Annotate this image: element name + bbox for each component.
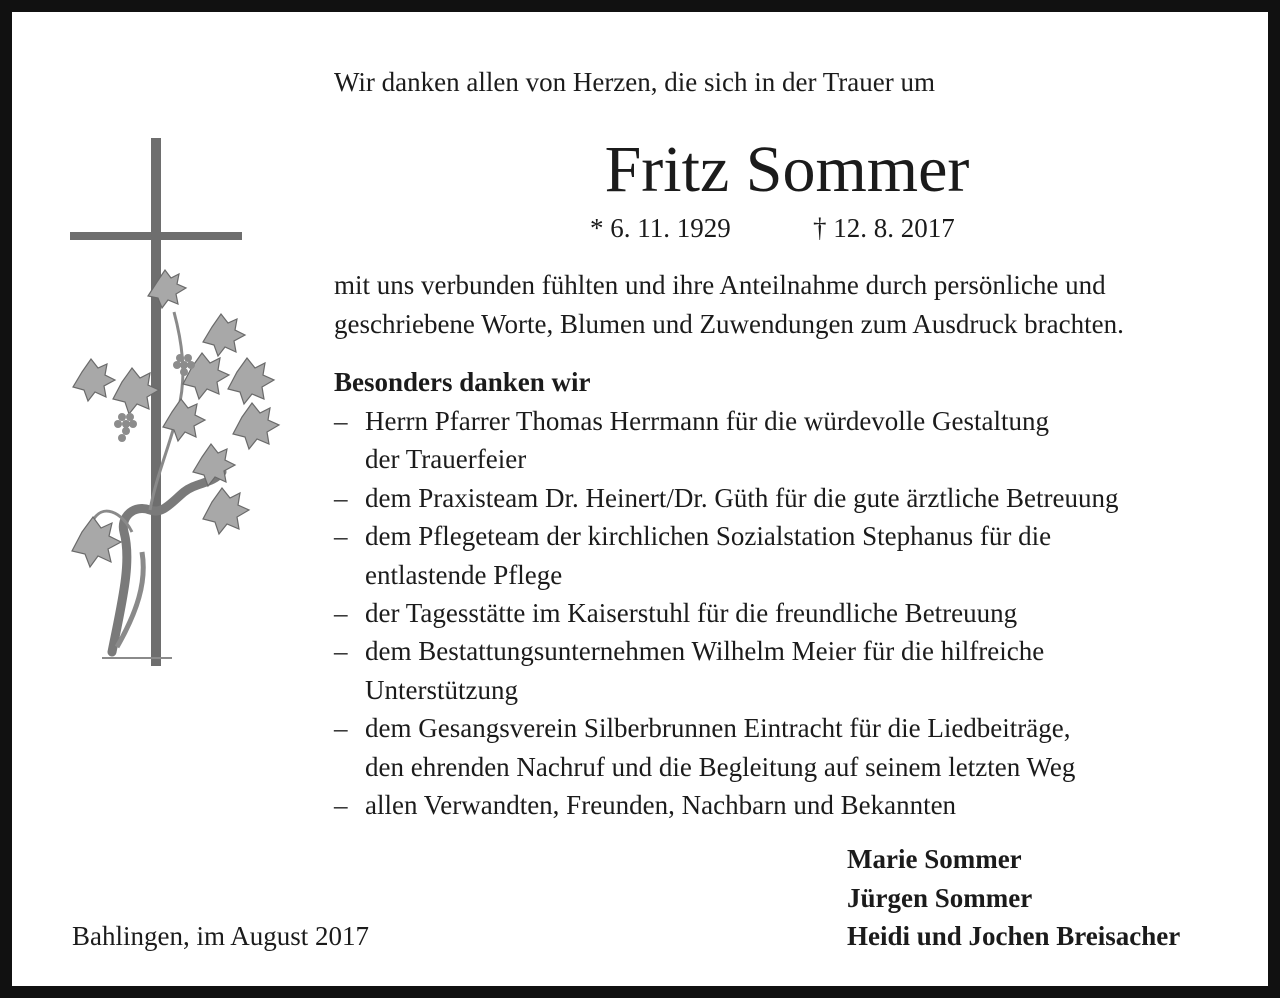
list-item-line: Herrn Pfarrer Thomas Herrmann für die würdevolle Gestaltung xyxy=(365,406,1050,436)
list-item-line: dem Praxisteam Dr. Heinert/Dr. Güth für die gute ärztliche Betreuung xyxy=(365,482,1119,513)
list-item-line: dem Gesangsverein Silberbrunnen Eintracht für die Liedbeiträge, xyxy=(365,713,1071,744)
thanks-list xyxy=(334,402,1254,824)
list-item xyxy=(334,632,1254,709)
signer-name: Jürgen Sommer xyxy=(847,882,1033,913)
signer-name: Marie Sommer xyxy=(847,844,1022,874)
deceased-name: Fritz Sommer xyxy=(604,133,970,206)
dash-bullet: – xyxy=(334,713,348,744)
thanks-paragraph xyxy=(334,266,1254,344)
dash-bullet: – xyxy=(334,482,348,513)
dash-bullet: – xyxy=(334,521,348,552)
list-item xyxy=(334,709,1254,786)
dash-bullet: – xyxy=(334,406,348,436)
paragraph-line: mit uns verbunden fühlten und ihre Anteilnahme durch persönliche und xyxy=(334,270,1106,300)
list-item-line: entlastende Pflege xyxy=(365,559,563,590)
list-item-line: Unterstützung xyxy=(365,674,518,705)
list-item-line: dem Bestattungsunternehmen Wilhelm Meier für die hilfreiche xyxy=(365,636,1045,667)
list-item xyxy=(334,402,1254,479)
list-item-line: der Tagesstätte im Kaiserstuhl für die freundliche Betreuung xyxy=(365,598,1018,629)
list-item xyxy=(334,479,1254,517)
thanks-heading: Besonders danken wir xyxy=(334,367,591,397)
dash-bullet: – xyxy=(334,636,348,667)
dash-bullet: – xyxy=(334,598,348,629)
signers xyxy=(847,840,1180,956)
signer-name: Heidi und Jochen Breisacher xyxy=(847,921,1181,951)
list-item-line: allen Verwandten, Freunden, Nachbarn und Bekannten xyxy=(365,790,957,821)
cross-with-grapevine-icon xyxy=(62,132,282,677)
list-item-line: dem Pflegeteam der kirchlichen Sozialstation Stephanus für die xyxy=(365,521,1052,552)
place-date: Bahlingen, im August 2017 xyxy=(72,921,369,951)
intro-text: Wir danken allen von Herzen, die sich in der Trauer um xyxy=(334,67,935,97)
paragraph-line: geschriebene Worte, Blumen und Zuwendungen zum Ausdruck brachten. xyxy=(334,309,1124,339)
dash-bullet: – xyxy=(334,790,348,821)
list-item xyxy=(334,517,1254,594)
list-item xyxy=(334,786,1254,824)
list-item-line: den ehrenden Nachruf und die Begleitung auf seinem letzten Weg xyxy=(365,751,1076,782)
death-date: † 12. 8. 2017 xyxy=(813,213,955,243)
list-item-line: der Trauerfeier xyxy=(365,444,527,475)
list-item xyxy=(334,594,1254,632)
birth-date: * 6. 11. 1929 xyxy=(590,213,731,243)
